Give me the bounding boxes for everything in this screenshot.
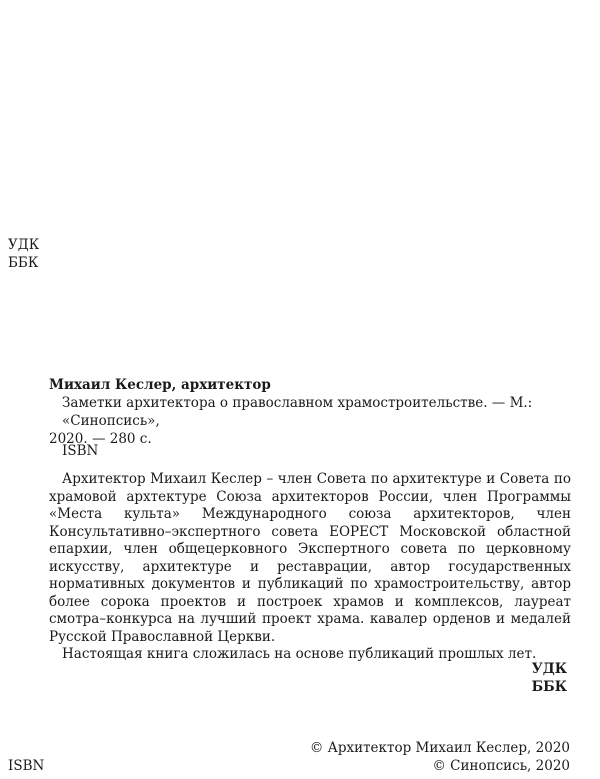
annotation-paragraph-2: Настоящая книга сложилась на основе публикаций прошлых лет. <box>62 646 537 662</box>
author-heading: Михаил Кеслер, архитектор <box>49 377 271 393</box>
copyright-block <box>310 739 570 775</box>
copyright-publisher: © Синопсись, 2020 <box>432 758 570 774</box>
copyright-author: © Архитектор Михаил Кеслер, 2020 <box>309 740 570 756</box>
udk-bbk-top <box>8 236 39 272</box>
bibliographic-reference <box>49 394 579 448</box>
reference-line-2: 2020. — 280 с. <box>49 431 152 447</box>
annotation-text <box>49 471 571 664</box>
annotation-paragraph-1: Архитектор Михаил Кеслер – член Совета по архитектуре и Совета по храмовой архтектуре Союза архитекторов России, член Программы «Места культа» Международного союза архитекторов, член Консультативно–экспертного совета ЕОРЕСТ Московской областной епархии, член общецерковного Экспертного совета по церковному искусству, архитектуре и реставрации, автор государственных нормативных документов и публикаций по храмостроительству, автор более сорока проектов и построек храмов и комплексов, лауреат смотра–конкурса на лучший проект храма. кавалер орденов и медалей Русской Православной Церкви. <box>49 471 571 645</box>
udk-bbk-right <box>532 660 567 696</box>
reference-line-1: Заметки архитектора о православном храмостроительстве. — М.: «Синопсись», <box>62 395 533 429</box>
bbk-label-top: ББК <box>8 255 39 271</box>
isbn-label: ISBN <box>62 443 99 459</box>
udk-label-top: УДК <box>8 237 40 253</box>
bbk-label-right: ББК <box>531 679 567 695</box>
udk-label-right: УДК <box>531 661 567 677</box>
isbn-bottom-label: ISBN <box>8 758 45 774</box>
